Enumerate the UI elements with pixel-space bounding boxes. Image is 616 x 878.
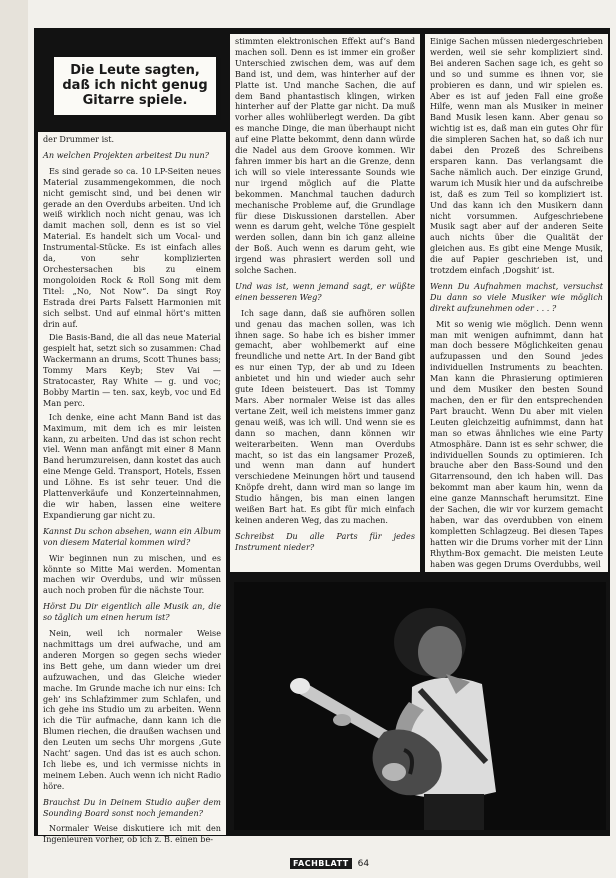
interview-answer: Mit so wenig wie möglich. Denn wenn man mit wenigen aufnimmt, dann hat man doch bessere Möglichkeiten genau aufzupassen und den Sound jedes individuellen Instruments zu beachten. Man kann die Phrasierung optimieren und dem Musiker den besten Sound machen, den er für den entsprechenden Part braucht. Wenn Du aber mit vielen Leuten gleichzeitig aufnimmst, dann hat man so etwas ähnliches wie eine Party Atmosphäre. Dann ist es sehr schwer, die individuellen Sounds zu optimieren. Ich brauche aber den Bass-Sound und den Gitarrensound, den ich haben will. Das bekommt man aber kaum hin, wenn da eine ganze Mannschaft herumsitzt. Eine der Sachen, die wir vor kurzem gemacht haben, war das overdubben von einem kompletten Schlagzeug. Bei diesen Tapes hatten wir die Drums vorher mit der Linn Rhythm-Box gemacht. Die meisten Leute haben was gegen Drums Overdubbs, weil bbox=[430, 318, 603, 569]
headline-line-1: Die Leute sagten, bbox=[70, 63, 200, 78]
interview-question: Kannst Du schon absehen, wann ein Album von diesem Material kommen wird? bbox=[43, 525, 221, 547]
interview-question: Und was ist, wenn jemand sagt, er wüßte einen besseren Weg? bbox=[235, 280, 415, 302]
headline-box bbox=[52, 55, 218, 117]
article-column-1 bbox=[38, 132, 226, 845]
page-number: 64 bbox=[357, 858, 370, 869]
page-footer bbox=[290, 858, 369, 869]
guitarist-photo-illustration bbox=[234, 582, 606, 830]
interview-answer: Einige Sachen müssen niedergeschrieben werden, weil sie sehr kompliziert sind. Bei anderen Sachen sage ich, es geht so und so und summe es ihnen vor, sie probieren es dann, und wir spielen es. Aber es ist auf jeden Fall eine große Hilfe, wenn man als Musiker in meiner Band Musik lesen kann. Aber genau so wichtig ist es, daß man ein gutes Ohr für die simpleren Sachen hat, so daß ich nur dabei den Prozeß des Schreibens ersparen kann. Das verlangsamt die Sache nämlich auch. Der einzige Grund, warum ich Musik hier und da aufschreibe ist, daß es zum Teil so kompliziert ist. Und das kann ich den Musikern dann nicht vorsummen. Aufgeschriebene Musik sagt aber auf der anderen Seite auch nichts über die Qualität der gleichen aus. Es gibt eine Menge Musik, die auf Papier geschrieben ist, und trotzdem einfach ‚Dogshit‘ ist. bbox=[430, 36, 603, 276]
concert-photo bbox=[234, 582, 606, 830]
page-edge bbox=[0, 0, 28, 878]
magazine-logo: FACHBLATT bbox=[290, 858, 352, 869]
interview-answer: Ich denke, eine acht Mann Band ist das Maximum, mit dem ich es mir leisten kann, zu arbeiten. Und das ist schon recht viel. Wenn man anfängt mit einer 8 Mann Band herumzureisen, dann kostet das auch eine Menge Geld. Transport, Hotels, Essen und Löhne. Es ist sehr teuer. Und die Plattenverkäufe und Konzerteinnahmen, die wir haben, lassen eine weitere Expandierung gar nicht zu. bbox=[43, 411, 221, 520]
interview-answer: der Drummer ist. bbox=[43, 134, 115, 144]
interview-question: An welchen Projekten arbeitest Du nun? bbox=[43, 149, 210, 160]
headline-line-3: Gitarre spiele. bbox=[82, 93, 188, 108]
interview-answer: Nein, weil ich normaler Weise nachmittags um drei aufwache, und am anderen Morgen so gegen sechs wieder ins Bett gehe, um dann wieder um drei aufzuwachen, und das Gleiche wieder mache. Im Grunde mache ich nur eins: Ich geh’ ins Schlafzimmer zum Schlafen, und ich gehe ins Studio um zu arbeiten. Wenn ich die Tür aufmache, dann kann ich die Blumen riechen, die draußen wachsen und den Leuten um sechs Uhr morgens ‚Gute Nacht‘ sagen. Und das ist es auch schon. Ich liebe es, und ich vermisse nichts in meinem Leben. Auch wenn ich nicht Radio höre. bbox=[43, 628, 221, 791]
interview-answer: stimmten elektronischen Effekt auf’s Band machen soll. Denn es ist immer ein großer Unterschied zwischen dem, was auf dem Band ist, und dem, was hinterher auf der Platte ist. Und manche Sachen, die auf dem Band phantastisch klingen, wirken hinterher auf der Platte gar nicht. Da muß vorher alles wohlüberlegt werden. Da gibt es manche Dinge, die man überhaupt nicht auf eine Platte bekommt, denn dann würde die Nadel aus dem Groove kommen. Wir fahren immer bis hart an die Grenze, denn ich will so viele interessante Sounds wie nur irgend möglich auf die Platte bekommen. Manchmal tauchen dadurch mechanische Probleme auf, die Grundlage für diese Diskussionen darstellen. Aber wenn es darum geht, welche Töne gespielt werden sollen, dann bin ich ganz alleine der Boß. Auch wenn es darum geht, wie irgend was phrasiert werden soll und solche Sachen. bbox=[235, 36, 415, 276]
article-column-3 bbox=[425, 34, 608, 572]
interview-answer: Normaler Weise diskutiere ich mit den Ingenieuren vorher, ob ich z. B. einen be- bbox=[43, 823, 221, 845]
interview-answer: Ich sage dann, daß sie aufhören sollen und genau das machen sollen, was ich ihnen sage. So habe ich es bisher immer gemacht, aber wohlbemerkt auf eine freundliche und nette Art. In der Band gibt es nur einen Typ, der ab und zu Ideen anbietet und hin und wieder auch sehr gute Ideen beisteuert. Das ist Tommy Mars. Aber normaler Weise ist das alles vertane Zeit, weil ich meistens immer ganz genau weiß, was ich will. Und wenn sie es dann so machen, dann können wir weiterarbeiten. Wenn man Overdubs macht, so ist das ein langsamer Prozeß, und wenn man dann auf hundert verschiedene Meinungen hört und tausend Knöpfe dreht, dann wird man so lange im Studio hängen, bis man einen langen weißen Bart hat. Es gibt für mich einfach keinen anderen Weg, das zu machen. bbox=[235, 307, 415, 525]
interview-question: Schreibst Du alle Parts für jedes Instrument nieder? bbox=[235, 530, 415, 552]
interview-answer: Wir beginnen nun zu mischen, und es könnte so Mitte Mai werden. Momentan machen wir Overdubs, und wir müssen auch noch proben für die nächste Tour. bbox=[43, 552, 221, 596]
interview-question: Hörst Du Dir eigentlich alle Musik an, die so täglich um einen herum ist? bbox=[43, 601, 221, 623]
article-column-2 bbox=[230, 34, 420, 572]
interview-question: Wenn Du Aufnahmen machst, versuchst Du dann so viele Musiker wie möglich direkt aufzunehmen oder . . . ? bbox=[430, 280, 603, 313]
interview-question: Brauchst Du in Deinem Studio außer dem Sounding Board sonst noch jemanden? bbox=[43, 796, 221, 818]
interview-answer: Es sind gerade so ca. 10 LP-Seiten neues Material zusammengekommen, die noch nicht gemischt sind, und bei denen wir gerade an den Overdubs arbeiten. Und ich weiß wirklich noch nicht genau, was ich damit machen soll, denn es ist so viel Material. Es handelt sich um Vocal- und Instrumental-Stücke. Es ist einfach alles da, von sehr komplizierten Orchestersachen bis zu einem mongoloiden Rock & Roll Song mit dem Titel: „No, Not Now“. Da singt Roy Estrada drei Parts Falsett Harmonien mit sich selbst. Und auf einmal hört’s mitten drin auf. bbox=[43, 165, 221, 329]
interview-answer: Die Basis-Band, die all das neue Material gespielt hat, setzt sich so zusammen: Chad Wackermann an drums, Scott Thunes bass; Tommy Mars Keyb; Stev Vai — Stratocaster, Ray White — g. und voc; Bobby Martin — ten. sax, keyb, voc und Ed Man perc. bbox=[43, 332, 221, 408]
headline-line-2: daß ich nicht genug bbox=[62, 78, 208, 93]
